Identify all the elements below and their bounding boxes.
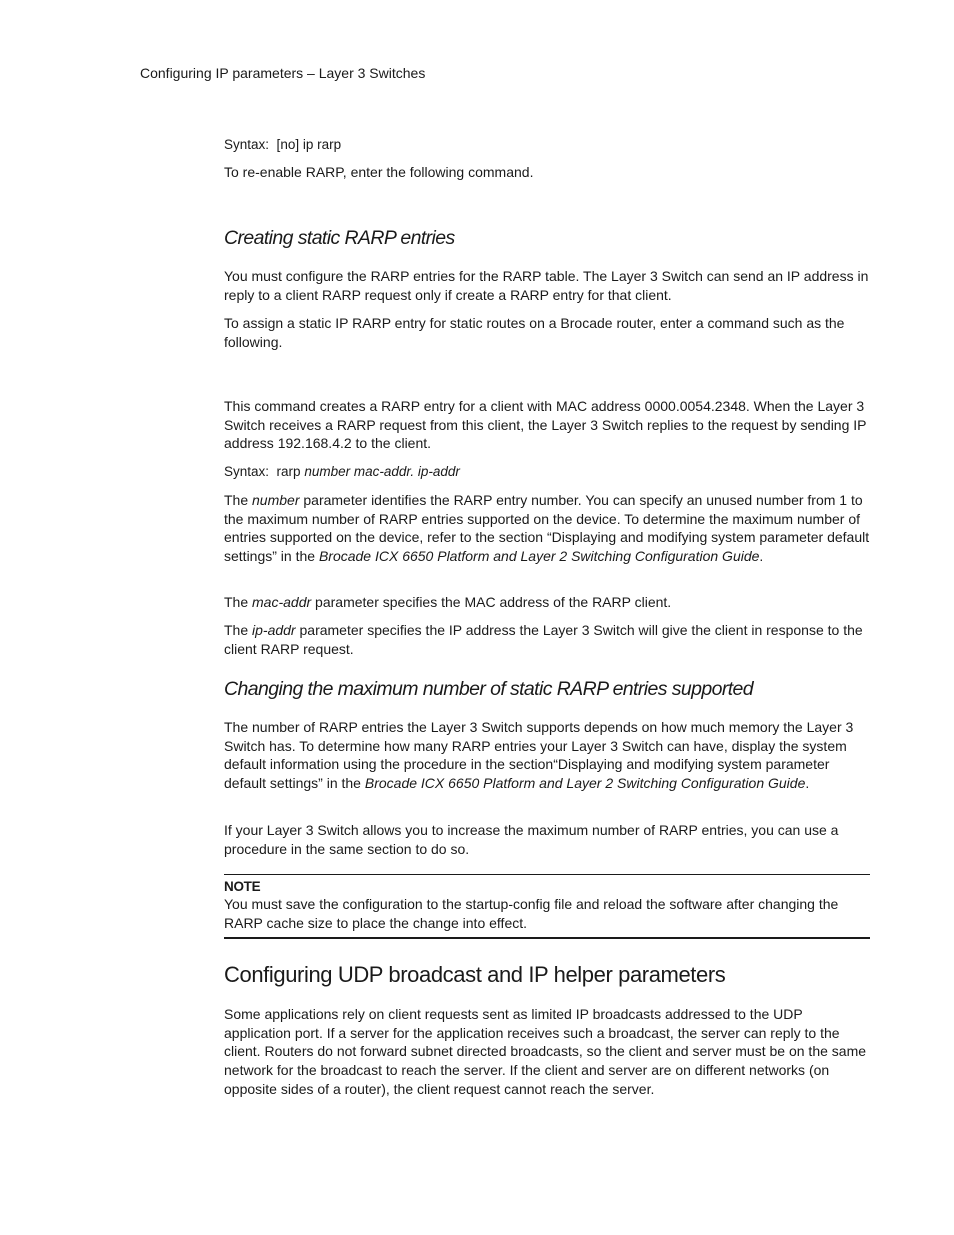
note-title: NOTE bbox=[224, 879, 261, 894]
syntax-params: number mac-addr. ip-addr bbox=[304, 464, 460, 479]
syntax-keyword: arp bbox=[281, 464, 301, 479]
syntax-label: Syntax: bbox=[224, 137, 270, 152]
syntax-rarp: Syntax: rarp number mac-addr. ip-addr bbox=[224, 464, 460, 479]
ip-addr-paragraph: The ip-addr parameter specifies the IP address the Layer 3 Switch will give the client in response to the client RARP request. bbox=[224, 622, 863, 657]
syntax-command: ip rarp bbox=[299, 137, 342, 152]
syntax-no-keyword: no bbox=[280, 137, 296, 152]
parameter-term: number bbox=[252, 492, 300, 508]
note-box bbox=[224, 874, 870, 939]
reenable-paragraph: To re-enable RARP, enter the following command. bbox=[224, 164, 534, 180]
static-rarp-paragraph-3: This command creates a RARP entry for a client with MAC address 0000.0054.2348. When the Layer 3 Switch receives a RARP request from this client, the Layer 3 Switch replies to the request by sending IP address 192.168.4.2 to the client. bbox=[224, 398, 867, 452]
note-text: You must save the configuration to the startup-config file and reload the software after changing the RARP cache size to place the change into effect. bbox=[224, 896, 839, 931]
max-rarp-paragraph-1: The number of RARP entries the Layer 3 Switch supports depends on how much memory the Layer 3 Switch has. To determine how many RARP entries your Layer 3 Switch can have, display the system default information using the procedure in the section“Displaying and modifying system parameter default settings” in the Brocade ICX 6650 Platform and Layer 2 Switching Configuration Guide. bbox=[224, 719, 854, 792]
syntax-ip-rarp: Syntax: [no] ip rarp bbox=[224, 137, 342, 152]
parameter-term: mac-addr bbox=[252, 594, 312, 610]
heading-static-rarp: Creating static RARP entries bbox=[224, 227, 455, 249]
heading-max-rarp: Changing the maximum number of static RARP entries supported bbox=[224, 678, 754, 700]
syntax-label: Syntax: bbox=[224, 464, 270, 479]
static-rarp-paragraph-2: To assign a static IP RARP entry for static routes on a Brocade router, enter a command such as the following. bbox=[224, 315, 845, 350]
udp-paragraph: Some applications rely on client requests sent as limited IP broadcasts addressed to the UDP application port. If a server for the application receives such a broadcast, the server can reply to the client. Routers do not forward subnet directed broadcasts, so the client and server must be on the same network for the broadcast to reach the server. If the client and server are on different networks (on opposite sides of a router), the client request cannot reach the server. bbox=[224, 1006, 867, 1097]
running-header: Configuring IP parameters – Layer 3 Switches bbox=[140, 65, 426, 81]
static-rarp-paragraph-1: You must configure the RARP entries for the RARP table. The Layer 3 Switch can send an IP address in reply to a client RARP request only if create a RARP entry for that client. bbox=[224, 268, 869, 303]
max-rarp-paragraph-2: If your Layer 3 Switch allows you to increase the maximum number of RARP entries, you can use a procedure in the same section to do so. bbox=[224, 822, 839, 857]
parameter-term: ip-addr bbox=[252, 622, 296, 638]
guide-title: Brocade ICX 6650 Platform and Layer 2 Switching Configuration Guide bbox=[318, 548, 760, 565]
heading-udp-broadcast: Configuring UDP broadcast and IP helper parameters bbox=[224, 962, 726, 987]
number-parameter-paragraph: The number parameter identifies the RARP entry number. You can specify an unused number from 1 to the maximum number of RARP entries supported on the device. To determine the maximum number of entries supported on the device, refer to the section “Displaying and modifying system parameter default settings” in the Brocade ICX 6650 Platform and Layer 2 Switching Configuration Guide. bbox=[224, 492, 870, 565]
guide-title: Brocade ICX 6650 Platform and Layer 2 Switching Configuration Guide bbox=[364, 775, 806, 792]
mac-addr-paragraph: The mac-addr parameter specifies the MAC address of the RARP client. bbox=[224, 594, 672, 610]
